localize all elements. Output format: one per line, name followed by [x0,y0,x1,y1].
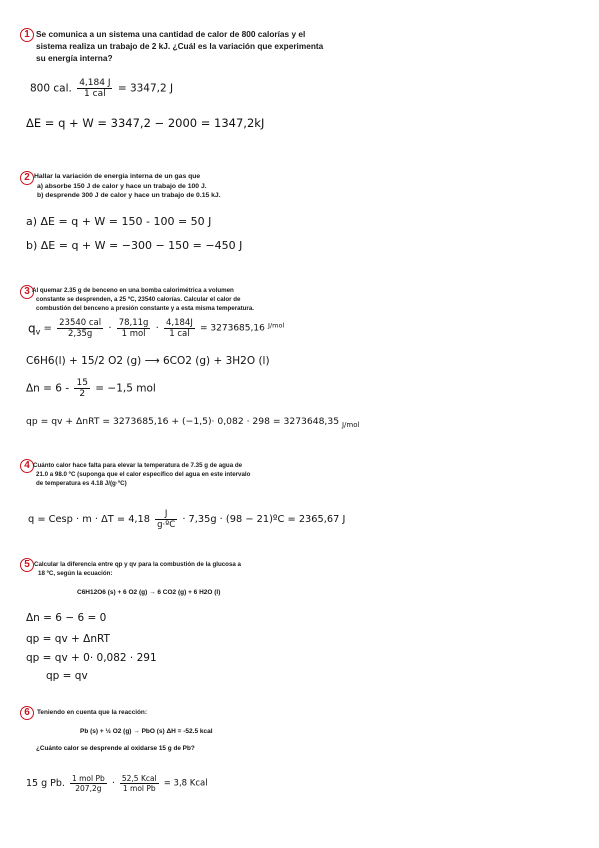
conversion-result: = 3347,2 J [117,82,174,95]
delta-n-prefix: Δn = 6 - [26,382,70,395]
problem-5-qp-result: qp = qv [46,670,88,682]
problem-2-answer-a: a) ΔE = q + W = 150 - 100 = 50 J [26,215,212,228]
qv-result: = 3273685,16 [200,323,265,334]
fraction-denominator: 1 mol Pb [122,784,156,793]
problem-5-statement [34,560,241,578]
problem-4-statement [33,461,250,488]
problem-6-statement [37,708,147,717]
heat-result: · 7,35g · (98 − 21)ºC = 2365,67 J [182,514,346,525]
problem-3-combustion-reaction: C6H6(l) + 15/2 O2 (g) ⟶ 6CO2 (g) + 3H2O (l) [26,355,270,367]
statement-line: b) desprende 300 J de calor y hace un trabajo de 0.15 kJ. [37,192,221,199]
fraction-denominator: 207,2g [75,784,102,793]
problem-1-statement [36,28,323,64]
number-circle: 4 [20,459,34,473]
number-circle: 3 [20,285,34,299]
problem-3-qv-calculation: $q_v$ = $\frac{\text{23540 cal}}{2,35g}$ · $\frac{78,11g}{\text{1 mol}}$ · $\frac{4,184J}{\text{1 cal}}$ = 3273685,16 $^{J/mol}$ [28,318,285,339]
delta-n-result: = −1,5 mol [95,382,156,395]
statement-line: Hallar la variación de energía interna de un gas que [34,173,201,180]
problem-6-calculation: 15 g Pb. $\frac{\text{1 mol Pb}}{207,2g}$ · $\frac{\text{52,5 Kcal}}{\text{1 mol Pb}}$ = 3,8 Kcal [26,774,208,793]
fraction-denominator: 1 cal [169,329,190,339]
qv-subscript: v [35,327,41,337]
heat-prefix: q = Cesp · m · ΔT = 4,18 [28,514,151,525]
statement-line: Calcular la diferencia entre qp y qv para la combustión de la glucosa a [34,561,242,568]
fraction-numerator: 78,11g [118,318,149,328]
fraction-heat-per-mass [57,318,103,339]
problem-2-answer-b: b) ΔE = q + W = −300 − 150 = −450 J [26,239,243,252]
qv-unit: J/mol [268,321,285,330]
fraction-denominator: 1 mol [121,329,146,339]
fraction-denominator: 1 cal [84,89,106,99]
fraction-denominator: 2 [79,389,86,399]
problem-5-qp-formula: qp = qv + ΔnRT [26,633,110,645]
statement-line: Cuánto calor hace falta para elevar la temperatura de 7.35 g de agua de [33,462,243,469]
fraction-moles-lead [70,774,107,793]
calculation-prefix: 15 g Pb. [26,778,65,789]
number-circle: 5 [20,558,34,572]
problem-4-heat-calculation [28,509,345,530]
statement-line: Teniendo en cuenta que la reacción: [37,709,147,716]
conversion-prefix: 800 cal. [30,82,72,95]
fraction-molar-mass [117,318,151,339]
problem-3-qp-calculation [26,416,359,429]
statement-line: Al quemar 2.35 g de benceno en una bomba calorimétrica a volumen [32,287,234,294]
fraction-numerator: 4,184 J [79,78,111,88]
fraction-cal-to-joule [164,318,195,339]
fraction-numerator: 15 [76,378,88,388]
number-circle: 6 [20,706,34,720]
problem-1-energy-equation: ΔE = q + W = 3347,2 − 2000 = 1347,2kJ [26,116,265,130]
conversion-fraction [77,78,112,99]
qp-unit: J/mol [341,421,360,429]
fraction-numerator: 52,5 Kcal [121,774,157,783]
problem-5-delta-n: Δn = 6 − 6 = 0 [26,612,107,624]
fraction-enthalpy-per-mole [120,774,159,793]
fraction-fifteen-halves [74,378,89,399]
fraction-specific-heat-unit [155,509,177,530]
statement-line: a) absorbe 150 J de calor y hace un trabajo de 100 J. [37,182,207,190]
statement-line: sistema realiza un trabajo de 2 kJ. ¿Cuál es la variación que experimenta [36,41,324,51]
statement-line: 21.0 a 98.0 ºC (suponga que el calor específico del agua en este intervalo [36,471,251,478]
qv-symbol: q [28,321,36,336]
fraction-denominator: g·ºC [157,520,176,530]
fraction-numerator: 23540 cal [59,318,102,328]
statement-line: su energía interna? [36,53,113,63]
fraction-denominator: 2,35g [67,329,93,339]
statement-line: de temperatura es 4.18 J/(g·ºC) [36,480,127,487]
problem-1-conversion [30,78,173,99]
qp-expression: qp = qv + ΔnRT = 3273685,16 + (−1,5)· 0,082 · 298 = 3273648,35 [26,416,340,427]
statement-line: constante se desprenden, a 25 ºC, 23540 calorías. Calcular el calor de [36,296,241,303]
statement-line: Se comunica a un sistema una cantidad de calor de 800 calorías y el [36,29,306,39]
number-circle: 1 [20,28,34,42]
number-circle: 2 [20,171,34,185]
problem-6-question: ¿Cuánto calor se desprende al oxidarse 15 g de Pb? [36,745,195,752]
problem-2-statement [34,172,221,201]
statement-line: 18 ºC, según la ecuación: [38,570,113,577]
statement-line: combustión del benceno a presión constante y a esta misma temperatura. [36,305,255,312]
fraction-numerator: 1 mol Pb [71,774,105,783]
calculation-result: = 3,8 Kcal [163,778,208,789]
problem-5-qp-substitution: qp = qv + 0· 0,082 · 291 [26,652,157,664]
fraction-numerator: J [155,509,177,520]
fraction-numerator: 4,184J [165,318,193,328]
problem-3-delta-n [26,378,156,399]
lead-oxidation-equation: Pb (s) + ½ O2 (g) → PbO (s) ΔH = -52.5 kcal [80,728,213,735]
glucose-combustion-equation: C6H12O6 (s) + 6 O2 (g) → 6 CO2 (g) + 6 H2O (l) [77,589,221,596]
problem-3-statement [32,286,254,313]
